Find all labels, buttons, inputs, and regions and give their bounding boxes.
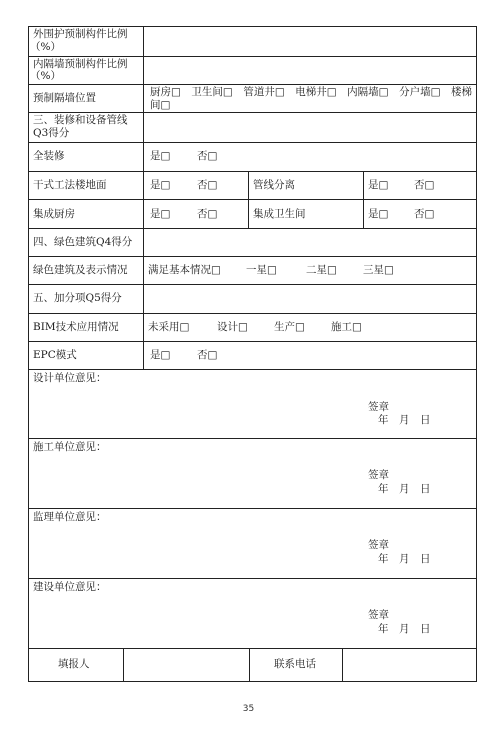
owner-unit-opinion-field[interactable] — [29, 595, 359, 645]
inner-prefab-label: 内隔墙预制构件比例 — [33, 58, 128, 70]
partition-position-options-wrap[interactable]: 间□ — [150, 99, 171, 111]
supervision-unit-date: 年 月 日 — [378, 553, 431, 565]
supervision-unit-opinion-field[interactable] — [29, 525, 359, 575]
design-unit-opinion-field[interactable] — [29, 386, 359, 436]
page-number: 35 — [242, 704, 255, 714]
green-two-star-checkbox[interactable]: 二星□ — [306, 264, 337, 276]
epc-no-checkbox[interactable]: 否□ — [197, 349, 218, 361]
integrated-bathroom-no-checkbox[interactable]: 否□ — [414, 208, 435, 220]
mid-column-divider — [248, 171, 249, 228]
construction-unit-date: 年 月 日 — [378, 483, 431, 495]
owner-unit-date: 年 月 日 — [378, 623, 431, 635]
table-border-bottom — [28, 681, 477, 682]
table-border-right — [476, 26, 477, 681]
row-divider — [28, 256, 477, 257]
integrated-bathroom-yes-checkbox[interactable]: 是□ — [368, 208, 389, 220]
pipeline-separation-yes-checkbox[interactable]: 是□ — [368, 179, 389, 191]
section5-heading: 五、加分项Q5得分 — [33, 292, 122, 304]
construction-unit-opinion-label: 施工单位意见： — [33, 441, 107, 453]
bim-design-checkbox[interactable]: 设计□ — [217, 321, 248, 333]
right-column-divider — [363, 171, 364, 228]
pipeline-separation-label: 管线分离 — [253, 179, 295, 191]
construction-unit-opinion-field[interactable] — [29, 455, 359, 505]
contact-phone-label: 联系电话 — [274, 658, 316, 670]
inner-prefab-value-cell[interactable] — [144, 57, 476, 84]
epc-label: EPC模式 — [33, 349, 77, 361]
construction-unit-seal: 签章 — [368, 469, 389, 481]
bim-production-checkbox[interactable]: 生产□ — [274, 321, 305, 333]
full-decoration-no-checkbox[interactable]: 否□ — [197, 150, 218, 162]
partition-position-label: 预制隔墙位置 — [33, 92, 96, 104]
table-border-left — [28, 26, 29, 681]
section4-heading: 四、绿色建筑Q4得分 — [33, 236, 133, 248]
green-one-star-checkbox[interactable]: 一星□ — [246, 264, 277, 276]
section3-score-cell[interactable] — [144, 113, 476, 142]
row-divider — [28, 578, 477, 579]
design-unit-seal: 签章 — [368, 401, 389, 413]
dry-floor-yes-checkbox[interactable]: 是□ — [150, 179, 171, 191]
green-basic-checkbox[interactable]: 满足基本情况□ — [148, 264, 221, 276]
owner-unit-seal: 签章 — [368, 609, 389, 621]
owner-unit-opinion-label: 建设单位意见： — [33, 581, 107, 593]
integrated-bathroom-label: 集成卫生间 — [253, 208, 306, 220]
row-divider — [28, 84, 477, 85]
outer-prefab-value-cell[interactable] — [144, 27, 476, 56]
integrated-kitchen-no-checkbox[interactable]: 否□ — [197, 208, 218, 220]
dry-floor-no-checkbox[interactable]: 否□ — [197, 179, 218, 191]
full-decoration-yes-checkbox[interactable]: 是□ — [150, 150, 171, 162]
section3-heading-score: Q3得分 — [33, 127, 70, 139]
supervision-unit-opinion-label: 监理单位意见： — [33, 511, 107, 523]
row-divider — [28, 171, 477, 172]
contact-phone-input[interactable] — [343, 649, 476, 681]
section3-heading: 三、装修和设备管线 — [33, 114, 128, 126]
row-divider — [28, 438, 477, 439]
epc-yes-checkbox[interactable]: 是□ — [150, 349, 171, 361]
bim-construction-checkbox[interactable]: 施工□ — [331, 321, 362, 333]
design-unit-opinion-label: 设计单位意见： — [33, 372, 107, 384]
row-divider — [28, 313, 477, 314]
section4-score-cell[interactable] — [144, 229, 476, 256]
section5-score-cell[interactable] — [144, 285, 476, 313]
row-divider — [28, 142, 477, 143]
supervision-unit-seal: 签章 — [368, 539, 389, 551]
green-building-label: 绿色建筑及表示情况 — [33, 264, 128, 276]
row-divider — [28, 508, 477, 509]
footer-divider — [249, 648, 250, 681]
row-divider — [28, 341, 477, 342]
bim-label: BIM技术应用情况 — [33, 321, 119, 333]
dry-floor-label: 干式工法楼地面 — [33, 179, 107, 191]
filler-label: 填报人 — [58, 658, 90, 670]
filler-input[interactable] — [124, 649, 249, 681]
integrated-kitchen-label: 集成厨房 — [33, 208, 75, 220]
outer-prefab-unit: （%） — [30, 41, 61, 53]
inner-prefab-unit: （%） — [30, 70, 61, 82]
full-decoration-label: 全装修 — [33, 150, 65, 162]
design-unit-date: 年 月 日 — [378, 414, 431, 426]
pipeline-separation-no-checkbox[interactable]: 否□ — [414, 179, 435, 191]
row-divider — [28, 199, 477, 200]
row-divider — [28, 369, 477, 370]
green-three-star-checkbox[interactable]: 三星□ — [363, 264, 394, 276]
partition-position-options[interactable]: 厨房□ 卫生间□ 管道井□ 电梯井□ 内隔墙□ 分户墙□ 楼梯 — [150, 86, 473, 98]
outer-prefab-label: 外围护预制构件比例 — [33, 28, 128, 40]
bim-not-used-checkbox[interactable]: 未采用□ — [148, 321, 190, 333]
integrated-kitchen-yes-checkbox[interactable]: 是□ — [150, 208, 171, 220]
